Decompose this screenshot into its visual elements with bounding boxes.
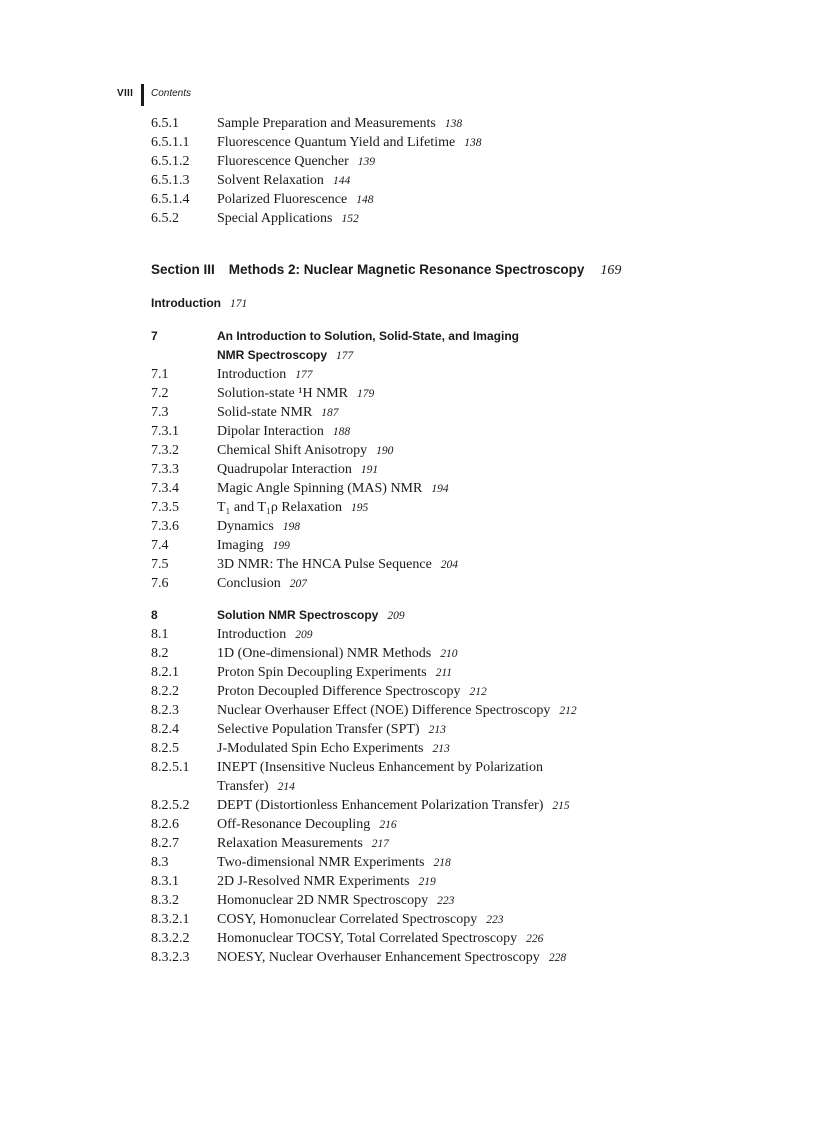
- entry-page: 216: [379, 819, 397, 831]
- entry-number: 7.6: [151, 576, 169, 591]
- page-number: VIII: [117, 88, 134, 99]
- entry-page: 212: [469, 686, 487, 698]
- entry-page: 144: [332, 175, 351, 187]
- entry-number: 8.1: [151, 627, 169, 642]
- entry-number: 6.5.1: [151, 116, 179, 131]
- entry-page: 138: [444, 118, 463, 130]
- entry-title: DEPT (Distortionless Enhancement Polarization Transfer): [217, 798, 544, 813]
- entry-number: 7.3.6: [151, 519, 179, 534]
- entry-title: Quadrupolar Interaction: [217, 462, 352, 477]
- entry-title: Proton Decoupled Difference Spectroscopy: [217, 684, 461, 699]
- entry-title: Introduction: [217, 367, 287, 382]
- entry-number: 8.3.2.3: [151, 950, 190, 965]
- entry-number: 7.3: [151, 405, 169, 420]
- entry-title: Polarized Fluorescence: [217, 192, 348, 207]
- header-divider: [141, 84, 144, 106]
- entry-title: T₁ and T₁ρ Relaxation: [217, 500, 342, 515]
- section-heading: [151, 259, 621, 281]
- entry-page: 213: [432, 743, 450, 755]
- entry-page: 198: [282, 521, 301, 533]
- entry-number: 8.2.4: [151, 722, 179, 737]
- entry-page: 207: [289, 578, 308, 590]
- entry-number: 8.3.2.1: [151, 912, 190, 927]
- entry-title: Imaging: [217, 538, 264, 553]
- entry-number: 7.2: [151, 386, 169, 401]
- entry-page: 219: [418, 876, 436, 888]
- entry-title: Dipolar Interaction: [217, 424, 324, 439]
- entry-page: 190: [376, 445, 394, 457]
- entry-page: 139: [357, 156, 376, 168]
- entry-number: 7.3.1: [151, 424, 179, 439]
- entry-number: 8.2: [151, 646, 169, 661]
- entry-number: 8.3.1: [151, 874, 179, 889]
- entry-number: 8.2.7: [151, 836, 179, 851]
- entry-number: 7.3.2: [151, 443, 179, 458]
- chapter-title-line1: An Introduction to Solution, Solid-State, and Imaging: [217, 329, 519, 343]
- entry-page: 228: [548, 952, 567, 964]
- entry-title: Fluorescence Quencher: [217, 154, 349, 169]
- entry-page: 214: [277, 781, 295, 793]
- entry-page: 138: [464, 137, 482, 149]
- entry-page: 217: [371, 838, 390, 850]
- entry-number: 8.2.2: [151, 684, 179, 699]
- entry-page: 226: [526, 933, 544, 945]
- entry-title: Nuclear Overhauser Effect (NOE) Difference Spectroscopy: [217, 703, 551, 718]
- chapter-title-line2: NMR Spectroscopy: [217, 348, 328, 362]
- entry-title: Proton Spin Decoupling Experiments: [217, 665, 427, 680]
- entry-number: 6.5.2: [151, 211, 179, 226]
- entry-number: 6.5.1.4: [151, 192, 190, 207]
- introduction-title: Introduction: [151, 296, 221, 310]
- section-label: Section III: [151, 262, 215, 277]
- section-page: 169: [600, 263, 622, 278]
- entry-number: 8.3.2: [151, 893, 179, 908]
- chapter-title: Solution NMR Spectroscopy: [217, 608, 379, 622]
- entry-number: 8.2.6: [151, 817, 179, 832]
- entry-page: 194: [431, 483, 449, 495]
- entry-number: 8.2.5: [151, 741, 179, 756]
- entry-number: 7.4: [151, 538, 169, 553]
- entry-number: 8.3: [151, 855, 169, 870]
- entry-page: 204: [440, 559, 459, 571]
- chapter-page: 209: [387, 610, 405, 622]
- entry-number: 7.3.4: [151, 481, 179, 496]
- entry-page: 211: [435, 667, 452, 679]
- entry-title: Selective Population Transfer (SPT): [217, 722, 420, 737]
- entry-title: NOESY, Nuclear Overhauser Enhancement Spectroscopy: [217, 950, 540, 965]
- entry-title: Chemical Shift Anisotropy: [217, 443, 368, 458]
- entry-page: 191: [360, 464, 379, 476]
- entry-number: 7.3.5: [151, 500, 179, 515]
- entry-page: 195: [350, 502, 369, 514]
- entry-title: Magic Angle Spinning (MAS) NMR: [217, 481, 423, 496]
- entry-number: 8.2.5.1: [151, 760, 190, 775]
- entry-number: 7.1: [151, 367, 169, 382]
- entry-title: Conclusion: [217, 576, 281, 591]
- entry-page: 212: [559, 705, 577, 717]
- entry-title: Fluorescence Quantum Yield and Lifetime: [217, 135, 456, 150]
- entry-title: Dynamics: [217, 519, 274, 534]
- entry-number: 8.2.5.2: [151, 798, 190, 813]
- section-title: Methods 2: Nuclear Magnetic Resonance Spectroscopy: [228, 262, 585, 277]
- entry-page: 148: [356, 194, 374, 206]
- entry-title: 2D J-Resolved NMR Experiments: [217, 874, 410, 889]
- entry-page: 215: [552, 800, 570, 812]
- entry-title: Introduction: [217, 627, 287, 642]
- entry-number: 8.2.3: [151, 703, 179, 718]
- entry-title: 3D NMR: The HNCA Pulse Sequence: [217, 557, 432, 572]
- entry-page: 187: [321, 407, 339, 419]
- entry-title: COSY, Homonuclear Correlated Spectroscopy: [217, 912, 478, 927]
- introduction-entry: [151, 294, 247, 313]
- entry-title: Solid-state NMR: [217, 405, 313, 420]
- entry-title: Homonuclear 2D NMR Spectroscopy: [217, 893, 429, 908]
- entry-title: Relaxation Measurements: [217, 836, 363, 851]
- entry-number: 6.5.1.3: [151, 173, 190, 188]
- introduction-page: 171: [229, 298, 248, 310]
- entry-page: 209: [295, 629, 313, 641]
- entry-number: 7.5: [151, 557, 169, 572]
- entry-page: 152: [341, 213, 359, 225]
- entry-number: 7.3.3: [151, 462, 179, 477]
- entry-page: 223: [486, 914, 504, 926]
- entry-page: 210: [440, 648, 458, 660]
- entry-title: Sample Preparation and Measurements: [217, 116, 436, 131]
- entry-title: Special Applications: [217, 211, 333, 226]
- chapter-number: 7: [151, 329, 158, 343]
- entry-title: Two-dimensional NMR Experiments: [217, 855, 425, 870]
- entry-title: Solvent Relaxation: [217, 173, 324, 188]
- chapter-number: 8: [151, 608, 158, 622]
- entry-page: 188: [332, 426, 351, 438]
- entry-page: 199: [272, 540, 290, 552]
- entry-number: 8.2.1: [151, 665, 179, 680]
- entry-page: 177: [295, 369, 313, 381]
- running-title: Contents: [151, 88, 192, 99]
- entry-number: 6.5.1.1: [151, 135, 190, 150]
- entry-page: 218: [433, 857, 451, 869]
- entry-page: 223: [437, 895, 455, 907]
- entry-title: Homonuclear TOCSY, Total Correlated Spectroscopy: [217, 931, 518, 946]
- entry-title-line1: INEPT (Insensitive Nucleus Enhancement by Polarization: [217, 760, 543, 775]
- entry-title: Off-Resonance Decoupling: [217, 817, 371, 832]
- entry-page: 179: [356, 388, 375, 400]
- chapter-page: 177: [336, 350, 354, 362]
- entry-title-line2: Transfer): [217, 779, 269, 794]
- entry-number: 6.5.1.2: [151, 154, 190, 169]
- entry-title: J-Modulated Spin Echo Experiments: [217, 741, 424, 756]
- entry-number: 8.3.2.2: [151, 931, 190, 946]
- entry-title: 1D (One-dimensional) NMR Methods: [217, 646, 432, 661]
- entry-title: Solution-state ¹H NMR: [217, 386, 348, 401]
- entry-page: 213: [428, 724, 446, 736]
